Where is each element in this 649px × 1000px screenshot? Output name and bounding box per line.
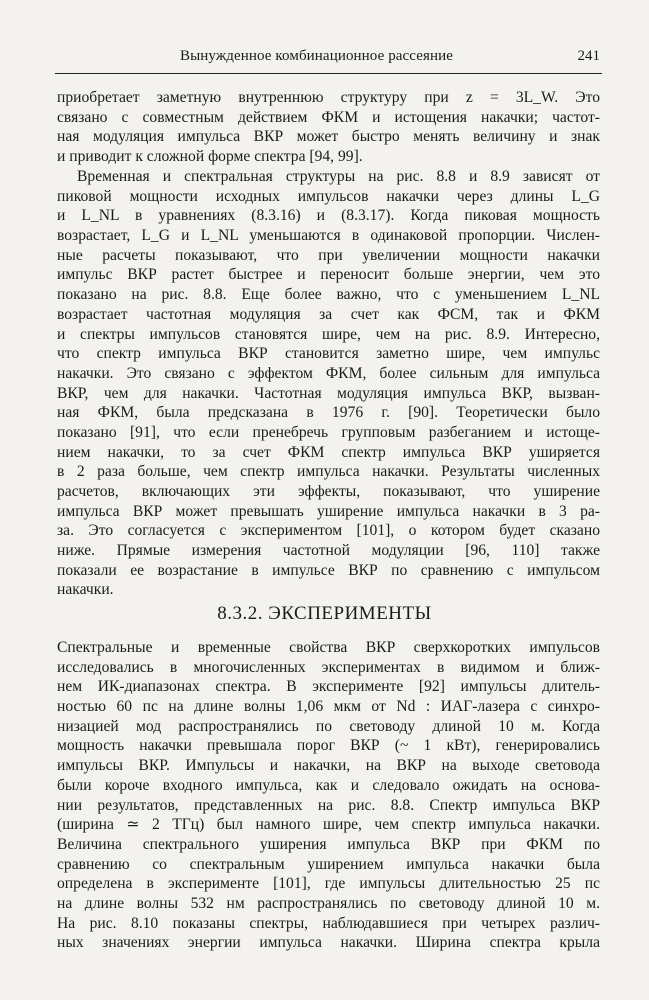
text-line: ностью 60 пс на длине волны 1,06 мкм от Nd : ИАГ-лазера с синхро- — [57, 698, 600, 716]
text-line: низацией мод распространялись по световоду длиной 10 м. Когда — [57, 717, 600, 735]
text-line: в 2 раза больше, чем спектр импульса накачки. Результаты численных — [57, 463, 600, 481]
text-line: ные расчеты показывают, что при увеличении мощности накачки — [57, 246, 600, 264]
text-line: (ширина ≃ 2 ТГц) был намного шире, чем спектр импульса накачки. — [57, 816, 600, 834]
text-line: ная ФКМ, была предсказана в 1976 г. [90]. Теоретически было — [57, 404, 600, 422]
paragraph-2 — [57, 167, 600, 600]
text-line: На рис. 8.10 показаны спектры, наблюдавшиеся при четырех различ- — [57, 914, 600, 932]
text-line: и приводит к сложной форме спектра [94, 99]. — [57, 148, 363, 166]
header-rule — [55, 73, 602, 74]
text-line: связано с совместным действием ФКМ и истощения накачки; частот- — [57, 108, 600, 126]
text-line: расчетов, включающих эти эффекты, показывают, что уширение — [57, 483, 600, 500]
text-line: накачки. — [57, 581, 114, 599]
text-line: возрастает, L_G и L_NL уменьшаются в одинаковой пропорции. Числен- — [57, 227, 600, 245]
paragraph-3 — [57, 638, 600, 953]
text-line: Величина спектрального уширения импульса ВКР при ФКМ по — [57, 835, 600, 853]
text-line: ниже. Прямые измерения частотной модуляции [96, 110] также — [57, 542, 600, 560]
text-line: импульса ВКР может превышать уширение импульса накачки в 3 ра- — [57, 502, 600, 520]
text-line: были короче входного импульса, как и следовало ожидать на основа- — [57, 776, 600, 794]
text-line: что спектр импульса ВКР становится заметно шире, чем импульс — [57, 345, 600, 363]
text-line: возрастает частотная модуляция за счет как ФСМ, так и ФКМ — [57, 305, 600, 323]
text-line: и спектры импульсов становятся шире, чем на рис. 8.9. Интересно, — [57, 325, 600, 343]
text-line: пиковой мощности исходных импульсов накачки через длины L_G — [57, 187, 600, 205]
text-line: показали ее возрастание в импульсе ВКР по сравнению с импульсом — [57, 561, 600, 579]
text-line: исследовались в многочисленных экспериментах в видимом и ближ- — [57, 658, 600, 676]
paragraph-1 — [57, 88, 600, 167]
text-line: мощность накачки превышала порог ВКР (~ 1 кВт), генерировались — [57, 737, 600, 755]
text-line: нем ИК-диапазонах спектра. В эксперименте [92] импульсы длитель- — [57, 678, 600, 696]
text-line: накачки. Это связано с эффектом ФКМ, более сильным для импульса — [57, 364, 600, 382]
text-line: за. Это согласуется с экспериментом [101], о котором будет сказано — [57, 522, 600, 540]
section-heading: 8.3.2. ЭКСПЕРИМЕНТЫ — [217, 603, 432, 624]
text-line: нием накачки, то за счет ФКМ спектр импульса ВКР уширяется — [57, 443, 600, 461]
text-line: импульсы ВКР. Импульсы и накачки, на ВКР на выходе световода — [57, 757, 600, 775]
text-line: импульс ВКР растет быстрее и переносит больше энергии, чем это — [57, 266, 600, 284]
running-header — [60, 48, 600, 70]
text-line: показано [91], что если пренебречь групповым разбеганием и истоще- — [57, 423, 600, 441]
text-line: нии результатов, представленных на рис. 8.8. Спектр импульса ВКР — [57, 796, 600, 814]
text-line: Временная и спектральная структуры на рис. 8.8 и 8.9 зависят от — [77, 168, 600, 185]
text-line: ных значениях энергии импульса накачки. Ширина спектра крыла — [57, 934, 600, 952]
text-line: на длине волны 532 нм распространялись по световоду длиной 10 м. — [57, 894, 600, 912]
text-line: показано на рис. 8.8. Еще более важно, что с уменьшением L_NL — [57, 286, 600, 304]
text-line: определена в эксперименте [101], где импульсы длительностью 25 пс — [57, 875, 600, 893]
text-line: ная модуляция импульса ВКР может быстро менять величину и знак — [57, 128, 600, 146]
page-number: 241 — [577, 48, 600, 64]
text-line: приобретает заметную внутреннюю структуру при z = 3L_W. Это — [57, 89, 600, 106]
running-header-title: Вынужденное комбинационное рассеяние — [180, 48, 454, 64]
text-line: Спектральные и временные свойства ВКР сверхкоротких импульсов — [57, 639, 600, 656]
text-line: и L_NL в уравнениях (8.3.16) и (8.3.17). Когда пиковая мощность — [57, 207, 600, 225]
text-line: ВКР, чем для накачки. Частотная модуляция импульса ВКР, вызван- — [57, 384, 600, 402]
text-line: сравнению со спектральным уширением импульса накачки была — [57, 855, 600, 873]
